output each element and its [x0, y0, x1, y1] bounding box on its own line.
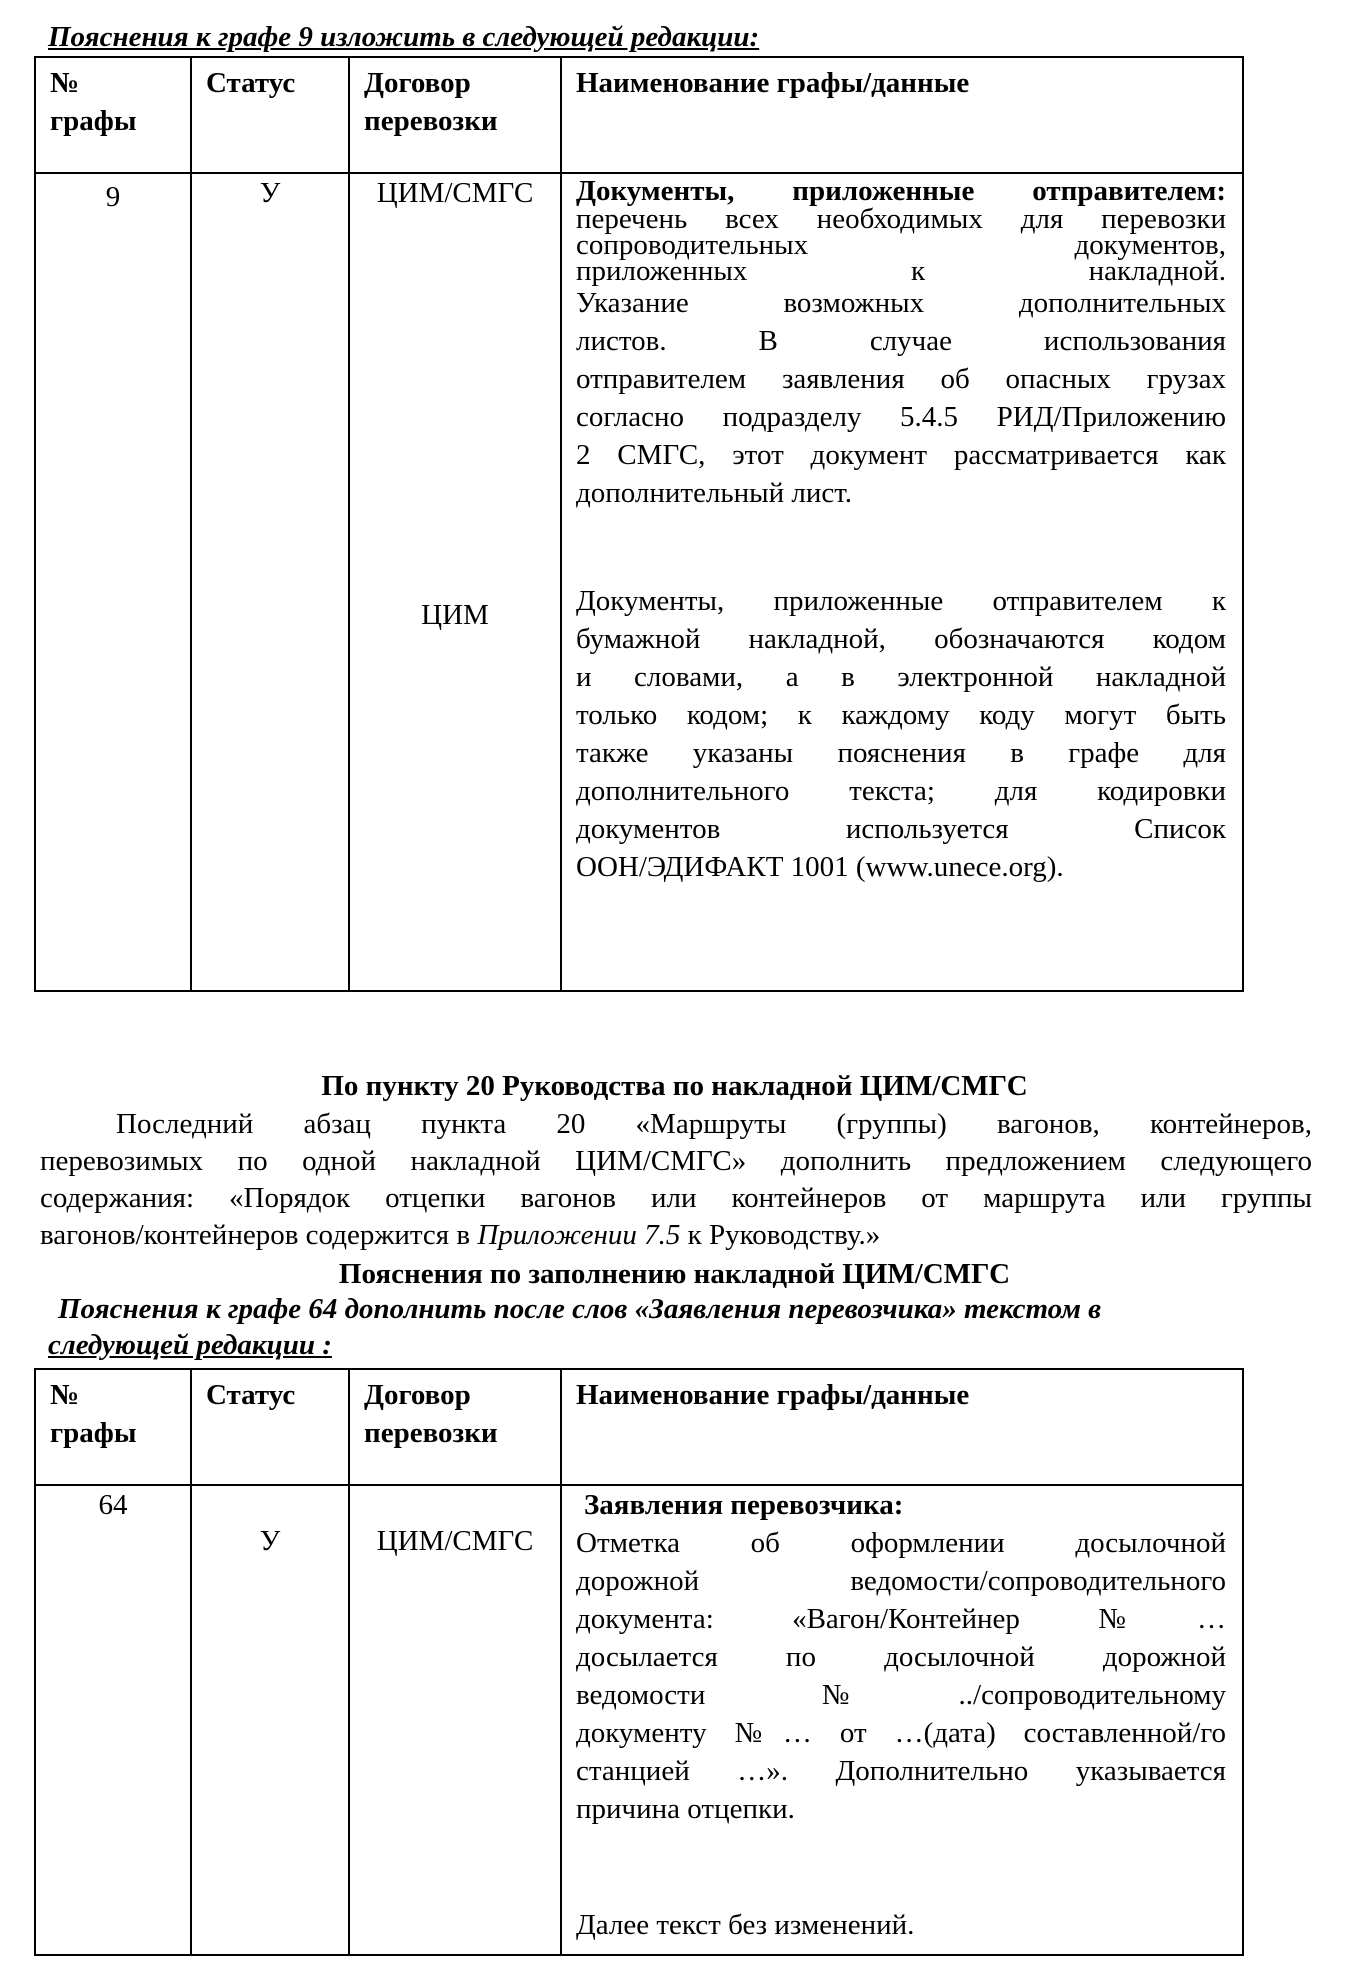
description-line: согласно подразделу 5.4.5 РИД/Приложению: [576, 401, 1226, 433]
description-line: приложенных к накладной.: [576, 255, 1226, 287]
section2-heading-line1: Пояснения к графе 64 дополнить после слов «Заявления перевозчика» текстом в: [58, 1293, 1102, 1325]
header-status: Статус: [191, 1369, 349, 1485]
description-line: листов. В случае использования: [576, 325, 1226, 357]
header-status: Статус: [191, 57, 349, 173]
cell-graph-number: 9: [35, 173, 191, 991]
para-last-line: вагонов/контейнеров содержится в Приложении 7.5 к Руководству.»: [40, 1219, 881, 1251]
description-line: документа: «Вагон/Контейнер №…: [576, 1603, 1226, 1635]
description-line: документу №… от …(дата) составленной/го: [576, 1717, 1226, 1749]
description-line: дополнительного текста; для кодировки: [576, 775, 1226, 807]
para-line: Последний абзац пункта 20 «Маршруты (группы) вагонов, контейнеров,: [116, 1108, 1312, 1140]
description-line: Отметка об оформлении досылочной: [576, 1527, 1226, 1559]
description-line: сопроводительных документов,: [576, 229, 1226, 261]
para-line: содержания: «Порядок отцепки вагонов или контейнеров от маршрута или группы: [40, 1182, 1312, 1214]
section2-paragraph: [40, 1106, 1312, 1254]
table-header-row: [35, 1369, 1243, 1485]
header-contract: Договор перевозки: [349, 1369, 561, 1485]
cell-contract: ЦИМ/СМГС: [349, 1485, 561, 1955]
description-block-3: [576, 582, 1226, 886]
description-block: [576, 1524, 1226, 1828]
header-num: № графы: [35, 57, 191, 173]
table-row: [35, 1485, 1243, 1955]
description-line: документов используется Список: [576, 813, 1226, 845]
description-line: причина отцепки.: [576, 1793, 795, 1825]
documents-title: Документы, приложенные отправителем:: [576, 175, 1226, 207]
section2-subtitle: Пояснения по заполнению накладной ЦИМ/СМГС: [338, 1258, 1011, 1290]
description-block-2: [576, 284, 1226, 512]
description-line: бумажной накладной, обозначаются кодом: [576, 623, 1226, 655]
appendix-reference: Приложении 7.5: [477, 1219, 681, 1251]
description-line: ведомости №../сопроводительному: [576, 1679, 1226, 1711]
contract-cim: ЦИМ: [421, 599, 489, 631]
description-line: Указание возможных дополнительных: [576, 287, 1226, 319]
cell-description: [561, 173, 1243, 991]
cell-status: У: [191, 1485, 349, 1955]
description-line: перечень всех необходимых для перевозки: [576, 203, 1226, 235]
description-line: 2 СМГС, этот документ рассматривается как: [576, 439, 1226, 471]
header-num: № графы: [35, 1369, 191, 1485]
description-block-1: [576, 175, 1226, 287]
cell-status: У: [191, 173, 349, 991]
description-line: и словами, а в электронной накладной: [576, 661, 1226, 693]
description-line: досылается по досылочной дорожной: [576, 1641, 1226, 1673]
description-line: только кодом; к каждому коду могут быть: [576, 699, 1226, 731]
final-note: Далее текст без изменений.: [576, 1909, 915, 1941]
section2-title: По пункту 20 Руководства по накладной ЦИМ/СМГС: [321, 1070, 1028, 1102]
carrier-statements-title: Заявления перевозчика:: [584, 1489, 904, 1521]
cell-description: [561, 1485, 1243, 1955]
description-line: дополнительный лист.: [576, 477, 853, 509]
cell-graph-number: 64: [35, 1485, 191, 1955]
header-contract: Договор перевозки: [349, 57, 561, 173]
section2-heading-line2: следующей редакции :: [48, 1329, 332, 1361]
table-row: [35, 173, 1243, 991]
description-line: также указаны пояснения в графе для: [576, 737, 1226, 769]
table-header-row: [35, 57, 1243, 173]
description-line: дорожной ведомости/сопроводительного: [576, 1565, 1226, 1597]
description-line: ООН/ЭДИФАКТ 1001 (www.unece.org).: [576, 851, 1064, 883]
section1-heading: Пояснения к графе 9 изложить в следующей редакции:: [48, 21, 760, 53]
header-name: Наименование графы/данные: [561, 1369, 1243, 1485]
para-line: перевозимых по одной накладной ЦИМ/СМГС» дополнить предложением следующего: [40, 1145, 1312, 1177]
description-line: Документы, приложенные отправителем к: [576, 585, 1226, 617]
cell-contract: [349, 173, 561, 991]
table-graph-64: [34, 1368, 1244, 1956]
description-line: отправителем заявления об опасных грузах: [576, 363, 1226, 395]
header-name: Наименование графы/данные: [561, 57, 1243, 173]
contract-cim-smgs: ЦИМ/СМГС: [376, 177, 534, 209]
description-line: станцией …». Дополнительно указывается: [576, 1755, 1226, 1787]
table-graph-9: [34, 56, 1244, 992]
